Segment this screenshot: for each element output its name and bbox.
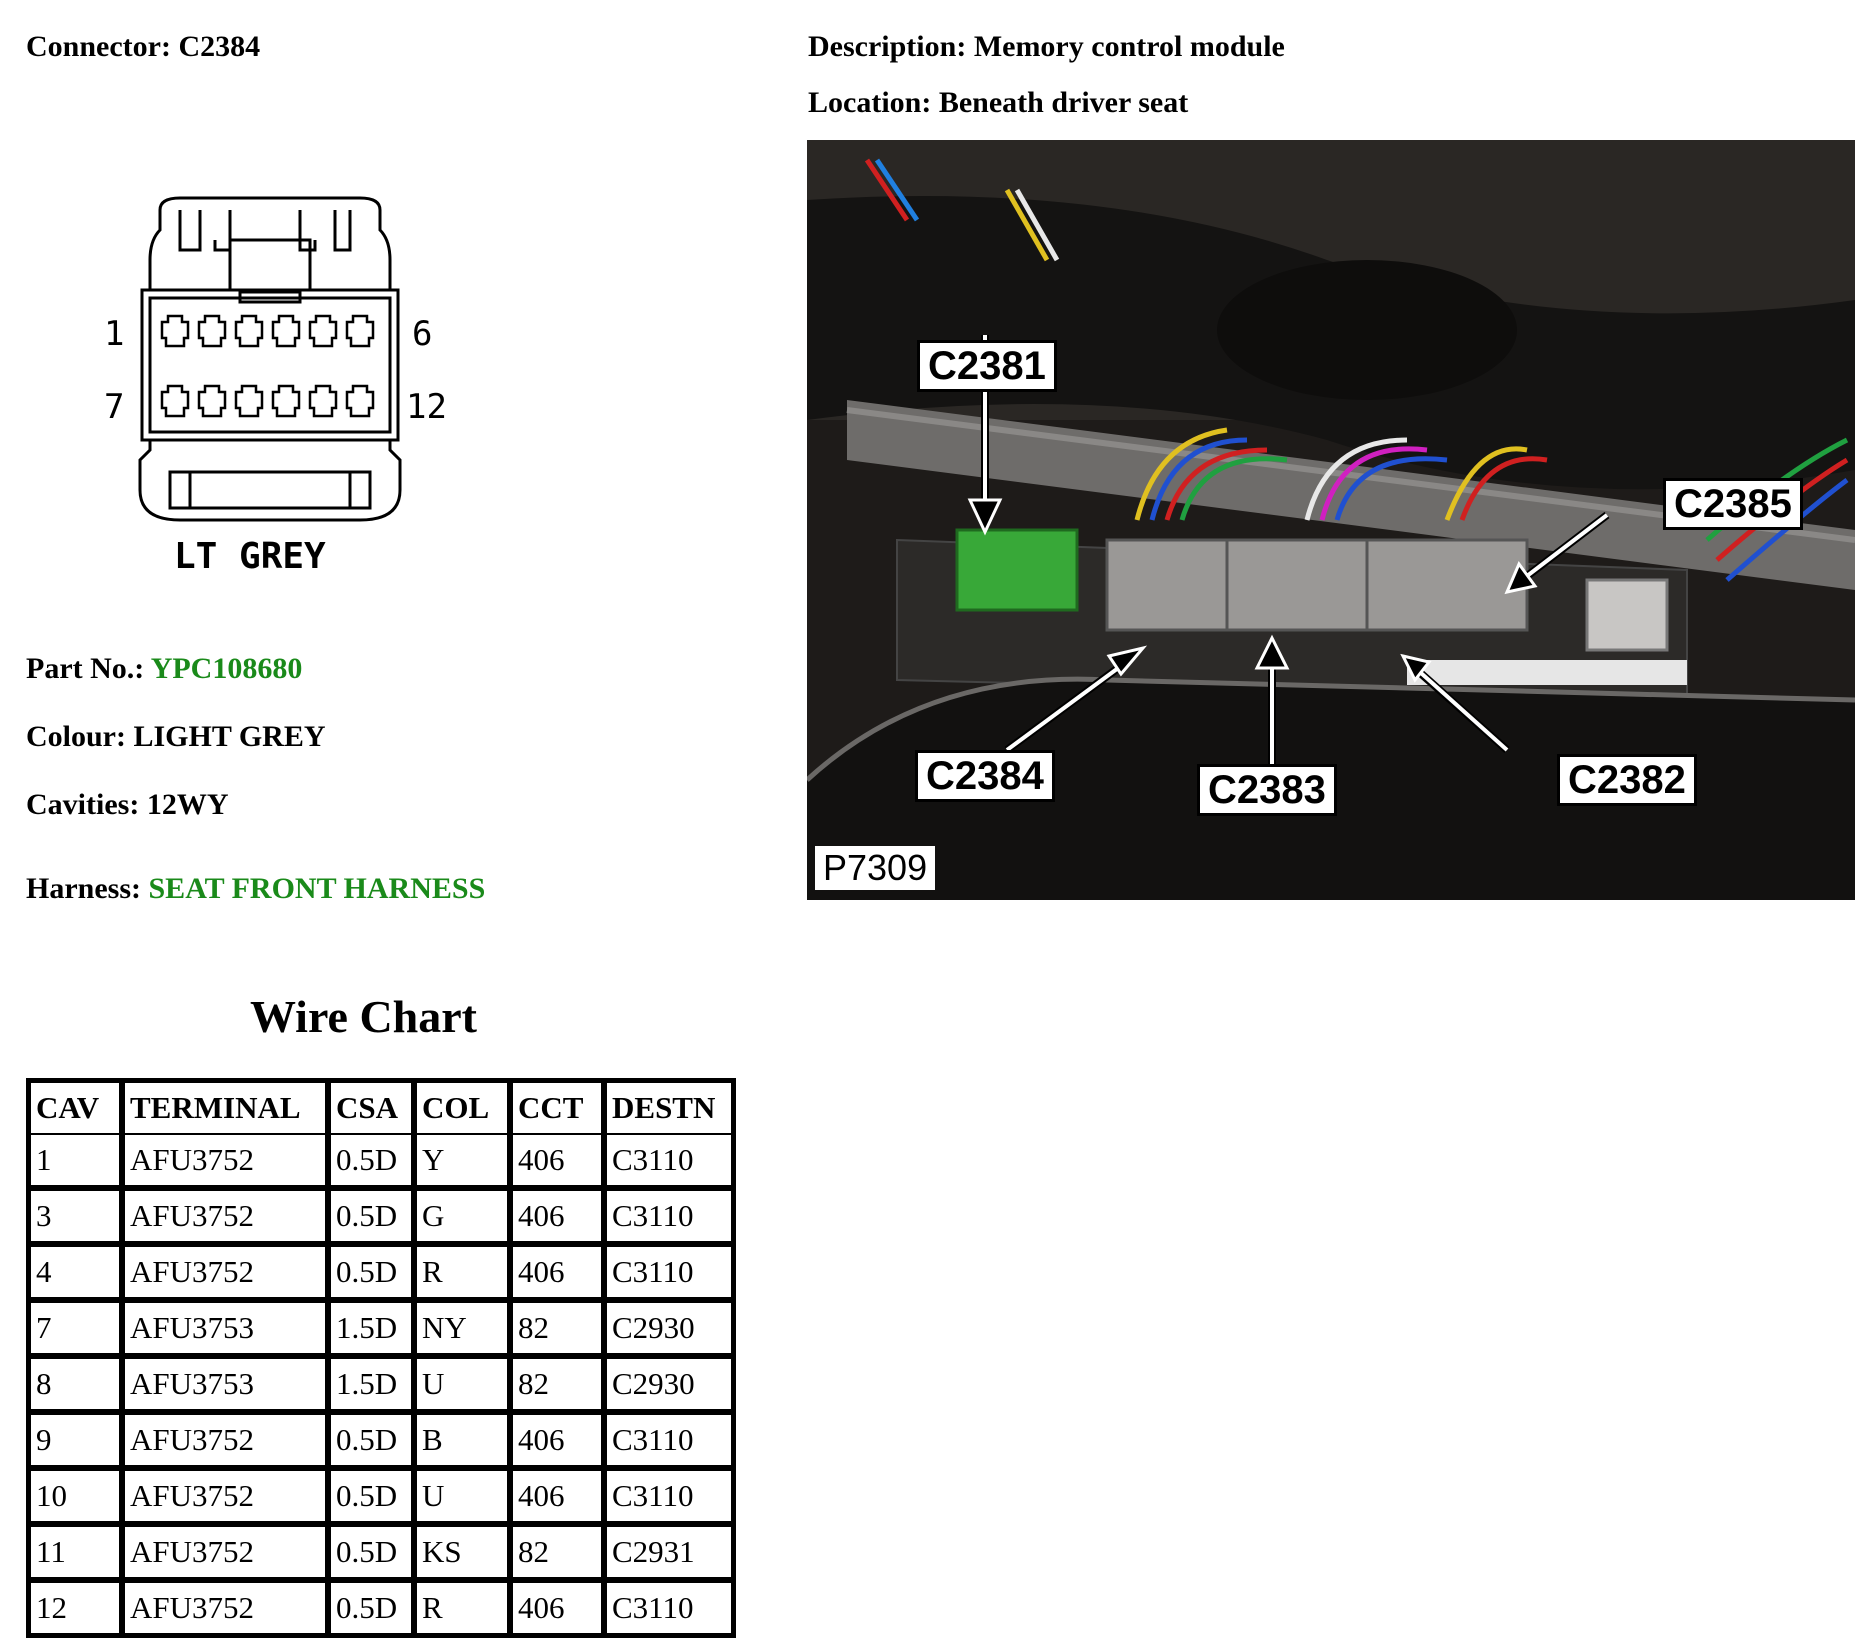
cell-cav: 7 <box>30 1302 124 1358</box>
cell-destn: C3110 <box>606 1414 732 1470</box>
harness-line <box>26 872 485 906</box>
colour-label: Colour: <box>26 720 126 753</box>
cavity-outline <box>162 316 188 346</box>
cavity-row-bottom <box>162 386 373 416</box>
cell-csa: 0.5D <box>330 1470 416 1526</box>
photo-reference-id: P7309 <box>815 846 935 890</box>
cell-terminal: AFU3753 <box>124 1302 330 1358</box>
harness-value: SEAT FRONT HARNESS <box>148 872 486 905</box>
table-row <box>30 1134 732 1190</box>
cell-cav: 4 <box>30 1246 124 1302</box>
cell-csa: 0.5D <box>330 1414 416 1470</box>
cavities-line <box>26 788 228 822</box>
column-header-csa: CSA <box>330 1082 416 1134</box>
callout-c2382: C2382 <box>1557 754 1697 806</box>
cell-terminal: AFU3752 <box>124 1246 330 1302</box>
cavity-outline <box>236 386 262 416</box>
cavity-outline <box>273 316 299 346</box>
part-number-value: YPC108680 <box>150 652 303 685</box>
cell-col: Y <box>416 1134 512 1190</box>
connector-heading <box>26 30 260 64</box>
cavity-outline <box>236 316 262 346</box>
cell-csa: 0.5D <box>330 1526 416 1582</box>
pin-label-7: 7 <box>104 387 125 427</box>
callout-c2383: C2383 <box>1197 764 1337 816</box>
pin-label-1: 1 <box>104 314 125 354</box>
connector-label: Connector: <box>26 30 171 63</box>
pin-label-6: 6 <box>412 314 433 354</box>
pin-label-12: 12 <box>406 387 447 427</box>
cavity-outline <box>199 386 225 416</box>
cell-csa: 0.5D <box>330 1190 416 1246</box>
cavities-label: Cavities: <box>26 788 140 821</box>
cell-col: U <box>416 1358 512 1414</box>
cell-csa: 1.5D <box>330 1358 416 1414</box>
callout-c2385: C2385 <box>1663 478 1803 530</box>
location-photo <box>807 140 1855 900</box>
connector-value: C2384 <box>178 30 261 63</box>
column-header-terminal: TERMINAL <box>124 1082 330 1134</box>
cell-csa: 1.5D <box>330 1302 416 1358</box>
cavity-outline <box>347 386 373 416</box>
table-header-row <box>30 1082 732 1134</box>
cell-destn: C3110 <box>606 1582 732 1634</box>
colour-line <box>26 720 326 754</box>
cell-terminal: AFU3752 <box>124 1470 330 1526</box>
cell-cav: 10 <box>30 1470 124 1526</box>
location-heading <box>808 86 1188 120</box>
part-number-label: Part No.: <box>26 652 145 685</box>
cell-destn: C3110 <box>606 1190 732 1246</box>
cell-csa: 0.5D <box>330 1134 416 1190</box>
wire-chart-table <box>26 1078 736 1638</box>
location-label: Location: <box>808 86 932 119</box>
cell-terminal: AFU3752 <box>124 1190 330 1246</box>
cell-cct: 406 <box>512 1134 606 1190</box>
harness-label: Harness: <box>26 872 141 905</box>
cell-col: R <box>416 1246 512 1302</box>
cell-col: B <box>416 1414 512 1470</box>
cell-cct: 406 <box>512 1414 606 1470</box>
cell-cav: 12 <box>30 1582 124 1634</box>
cavity-row-top <box>162 316 373 346</box>
cell-cct: 406 <box>512 1582 606 1634</box>
cavities-value: 12WY <box>146 788 229 821</box>
cell-col: R <box>416 1582 512 1634</box>
description-label: Description: <box>808 30 967 63</box>
cell-cav: 8 <box>30 1358 124 1414</box>
cell-terminal: AFU3752 <box>124 1582 330 1634</box>
cell-cct: 406 <box>512 1246 606 1302</box>
cell-cct: 82 <box>512 1526 606 1582</box>
cavity-outline <box>162 386 188 416</box>
table-row <box>30 1414 732 1470</box>
description-heading <box>808 30 1285 64</box>
cell-destn: C2930 <box>606 1302 732 1358</box>
cell-col: KS <box>416 1526 512 1582</box>
cell-terminal: AFU3752 <box>124 1414 330 1470</box>
cavity-outline <box>347 316 373 346</box>
cavity-outline <box>310 386 336 416</box>
cell-cct: 82 <box>512 1358 606 1414</box>
cell-cav: 9 <box>30 1414 124 1470</box>
cell-csa: 0.5D <box>330 1582 416 1634</box>
column-header-destn: DESTN <box>606 1082 732 1134</box>
table-row <box>30 1526 732 1582</box>
table-row <box>30 1190 732 1246</box>
cell-destn: C3110 <box>606 1134 732 1190</box>
table-row <box>30 1358 732 1414</box>
table-row <box>30 1582 732 1634</box>
cell-terminal: AFU3753 <box>124 1358 330 1414</box>
cell-cav: 11 <box>30 1526 124 1582</box>
callout-c2381: C2381 <box>917 340 1057 392</box>
column-header-col: COL <box>416 1082 512 1134</box>
part-number-line <box>26 652 302 686</box>
colour-value: LIGHT GREY <box>133 720 326 753</box>
cell-cct: 82 <box>512 1302 606 1358</box>
cavity-outline <box>199 316 225 346</box>
cell-cct: 406 <box>512 1470 606 1526</box>
cell-col: NY <box>416 1302 512 1358</box>
cell-destn: C3110 <box>606 1246 732 1302</box>
column-header-cct: CCT <box>512 1082 606 1134</box>
cell-cav: 1 <box>30 1134 124 1190</box>
cell-col: G <box>416 1190 512 1246</box>
cell-csa: 0.5D <box>330 1246 416 1302</box>
cell-destn: C2930 <box>606 1358 732 1414</box>
cell-terminal: AFU3752 <box>124 1134 330 1190</box>
diagram-colour-caption: LT GREY <box>174 536 326 577</box>
cavity-outline <box>310 316 336 346</box>
description-value: Memory control module <box>973 30 1285 63</box>
callout-c2384: C2384 <box>915 750 1055 802</box>
wire-chart-title: Wire Chart <box>250 991 477 1042</box>
table-row <box>30 1470 732 1526</box>
cell-terminal: AFU3752 <box>124 1526 330 1582</box>
connector-face-diagram <box>100 190 460 580</box>
table-row <box>30 1246 732 1302</box>
cell-cav: 3 <box>30 1190 124 1246</box>
connector-outline-drawing <box>100 190 460 580</box>
cell-col: U <box>416 1470 512 1526</box>
cell-destn: C2931 <box>606 1526 732 1582</box>
location-value: Beneath driver seat <box>938 86 1189 119</box>
cavity-outline <box>273 386 299 416</box>
cell-destn: C3110 <box>606 1470 732 1526</box>
column-header-cav: CAV <box>30 1082 124 1134</box>
cell-cct: 406 <box>512 1190 606 1246</box>
table-row <box>30 1302 732 1358</box>
